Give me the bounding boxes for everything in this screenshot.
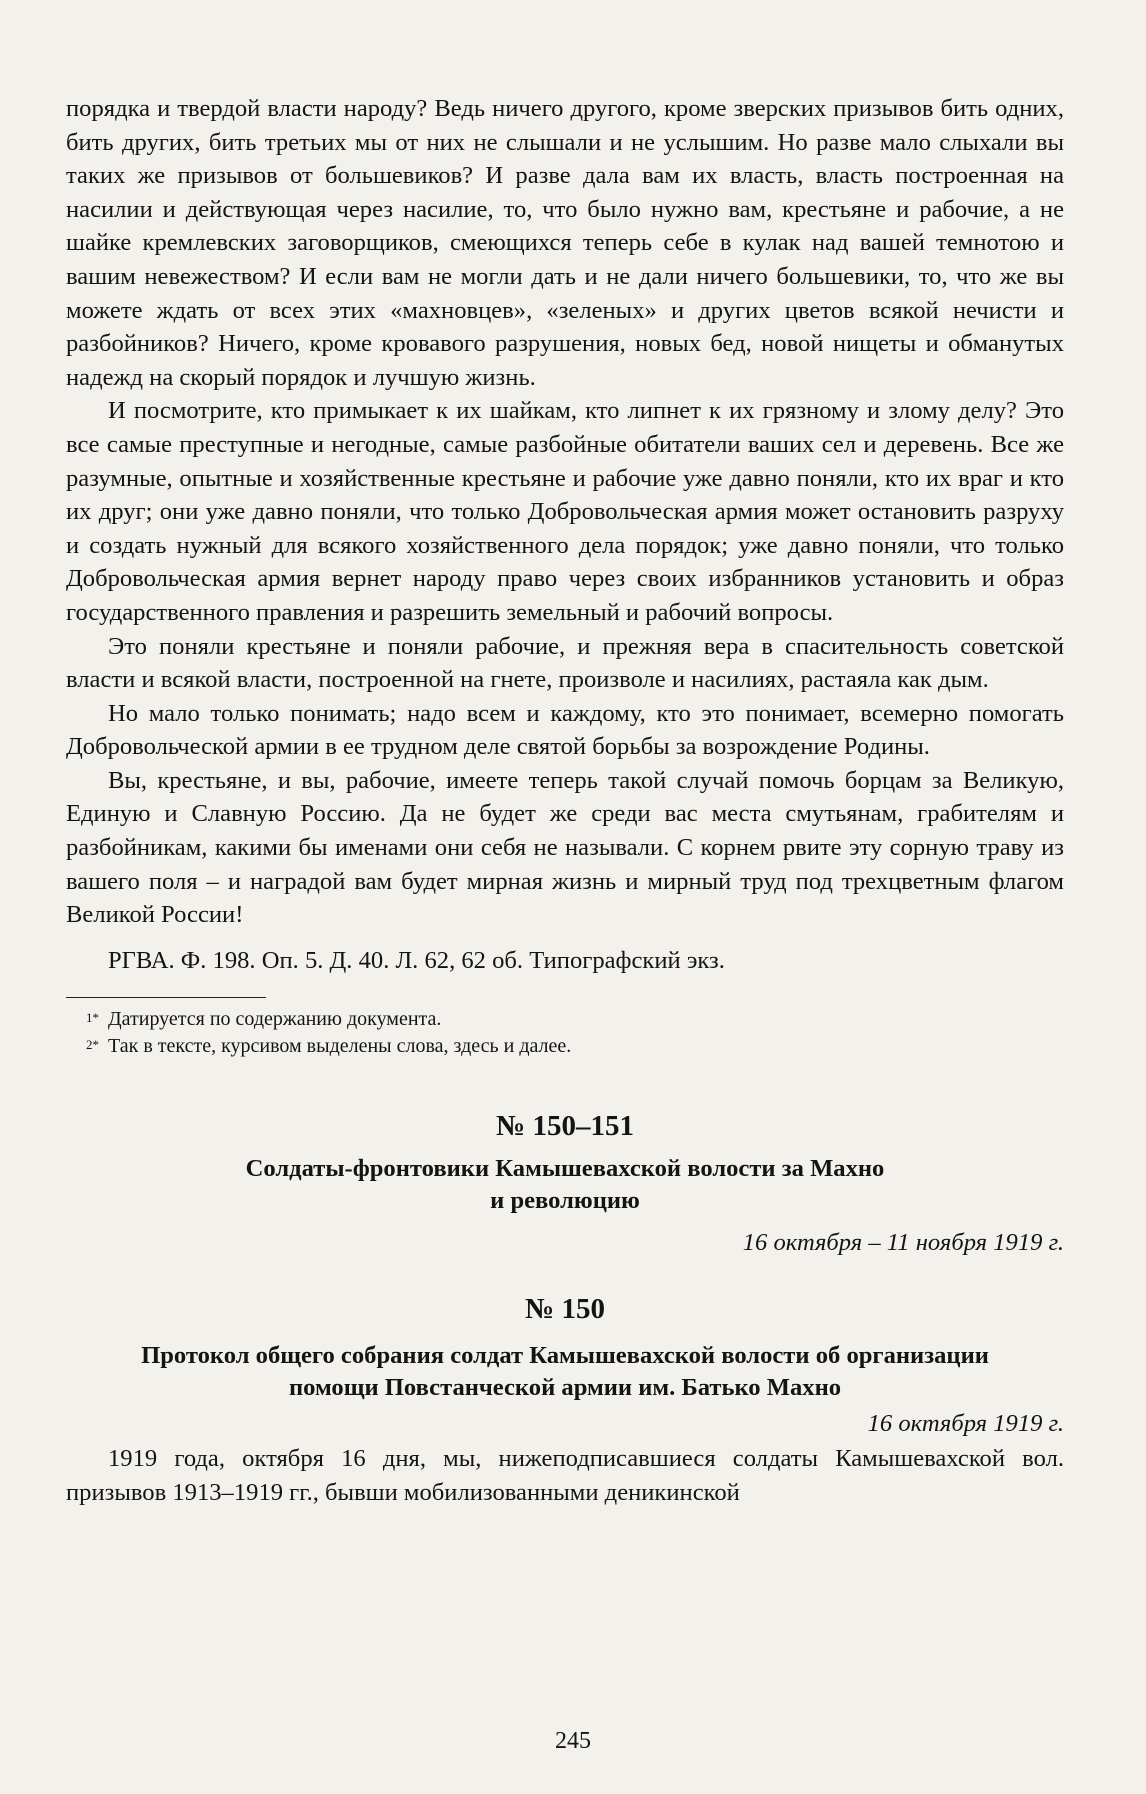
document-number: № 150 <box>525 1293 605 1326</box>
footnote-text: Датируется по содержанию документа. <box>108 1008 442 1031</box>
document-title-line2: помощи Повстанческой армии им. Батько Махно <box>288 1374 842 1402</box>
document-date: 16 октября 1919 г. <box>867 1410 1064 1438</box>
footnote-text: Так в тексте, курсивом выделены слова, здесь и далее. <box>108 1035 572 1058</box>
archive-source: РГВА. Ф. 198. Оп. 5. Д. 40. Л. 62, 62 об. Типографский экз. <box>108 946 725 974</box>
section-title-line1: Солдаты-фронтовики Камышевахской волости за Махно <box>245 1155 885 1183</box>
paragraph: Вы, крестьяне, и вы, рабочие, имеете теперь такой случай помочь борцам за Великую, Единую и Славную Россию. Да не будет же среди вас места смутьянам, грабителям и разбойникам, какими бы именами они себя не называли. С корнем рвите эту сорную траву из вашего поля – и наградой вам будет мирная жизнь и мирный труд под трехцветным флагом Великой России! <box>66 766 1064 929</box>
footnote-mark: 1* <box>86 1010 99 1026</box>
paragraph: Это поняли крестьяне и поняли рабочие, и прежняя вера в спасительность советской власти и всякой власти, построенной на гнете, произволе и насилиях, растаяла как дым. <box>66 632 1064 694</box>
paragraph: порядка и твердой власти народу? Ведь ничего другого, кроме зверских призывов бить одних, бить других, бить третьих мы от них не слышали и не услышим. Но разве мало слыхали вы таких же призывов от большевиков? И разве дала вам их власть, власть построенная на насилии и действующая через насилие, то, что было нужно вам, крестьяне и рабочие, а не шайке кремлевских заговорщиков, смеющихся теперь себе в кулак над вашей темнотою и вашим невежеством? И если вам не могли дать и не дали ничего большевики, то, что же вы можете ждать от всех этих «махновцев», «зеленых» и других цветов всякой нечисти и разбойников? Ничего, кроме кровавого разрушения, новых бед, новой нищеты и обманутых надежд на скорый порядок и лучшую жизнь. <box>66 95 1064 391</box>
continuation-text <box>66 92 1064 977</box>
paragraph: 1919 года, октября 16 дня, мы, нижеподписавшиеся солдаты Камышевахской вол. призывов 1913–1919 гг., бывши мобилизованными деникинской <box>66 1445 1064 1507</box>
footnote <box>66 1033 1064 1060</box>
section-date: 16 октября – 11 ноября 1919 г. <box>742 1229 1064 1257</box>
footnote <box>66 1006 1064 1033</box>
paragraph: И посмотрите, кто примыкает к их шайкам, кто липнет к их грязному и злому делу? Это все самые преступные и негодные, самые разбойные обитатели ваших сел и деревень. Все же разумные, опытные и хозяйственные крестьяне и рабочие уже давно поняли, кто их враг и кто их друг; они уже давно поняли, что только Добровольческая армия может остановить разруху и создать нужный для всякого хозяйственного дела порядок; уже давно поняли, что только Добровольческая армия вернет народу право через своих избранников установить и образ государственного правления и разрешить земельный и рабочий вопросы. <box>66 397 1064 626</box>
document-title-line1: Протокол общего собрания солдат Камышевахской волости об организации <box>141 1342 989 1370</box>
paragraph: Но мало только понимать; надо всем и каждому, кто это понимает, всемерно помогать Добровольческой армии в ее трудном деле святой борьбы за возрождение Родины. <box>66 699 1064 761</box>
footnote-mark: 2* <box>86 1037 99 1053</box>
document-text <box>66 1442 1064 1509</box>
footnote-divider <box>66 997 266 998</box>
section-title-line2: и революцию <box>490 1187 640 1215</box>
section-number: № 150–151 <box>496 1110 634 1143</box>
page-number: 245 <box>555 1728 591 1754</box>
